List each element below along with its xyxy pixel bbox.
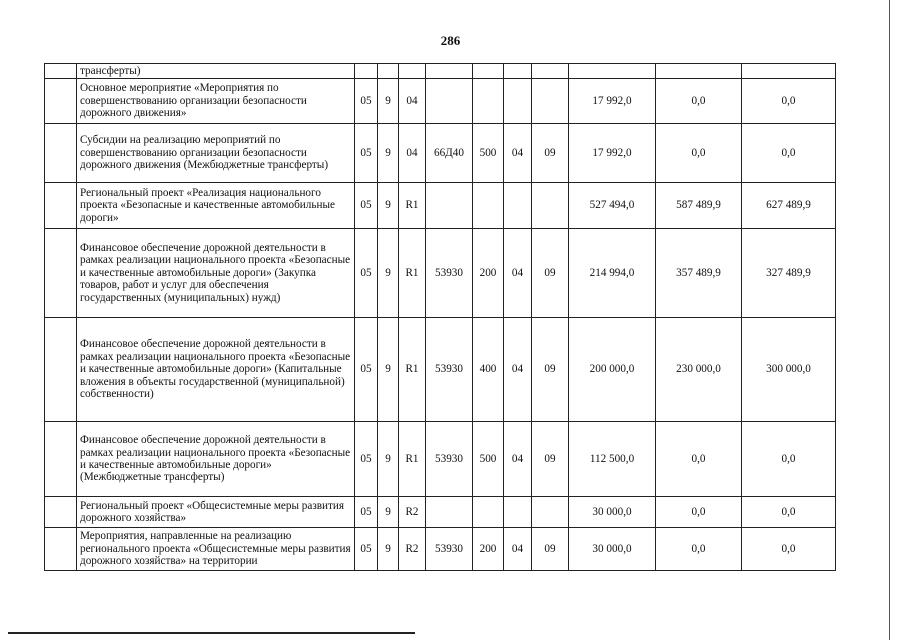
value-1: 200 000,0 bbox=[569, 318, 656, 422]
table-row bbox=[45, 124, 836, 183]
code-c: R2 bbox=[399, 528, 426, 571]
row-index-cell bbox=[45, 79, 77, 124]
row-index-cell bbox=[45, 183, 77, 229]
code-e: 200 bbox=[473, 528, 504, 571]
code-c bbox=[399, 64, 426, 79]
item-name: Финансовое обеспечение дорожной деятельности в рамках реализации национального проекта «Безопасные и качественные автомобильные дороги» (Капитальные вложения в объекты государственной (муниципальной) собственности) bbox=[77, 318, 355, 422]
code-g bbox=[532, 79, 569, 124]
code-e bbox=[473, 79, 504, 124]
code-b: 9 bbox=[378, 79, 399, 124]
value-2: 0,0 bbox=[656, 422, 742, 497]
code-a: 05 bbox=[355, 318, 378, 422]
code-b: 9 bbox=[378, 229, 399, 318]
code-g bbox=[532, 64, 569, 79]
table-row bbox=[45, 318, 836, 422]
value-3 bbox=[742, 64, 836, 79]
code-b: 9 bbox=[378, 124, 399, 183]
code-c: R2 bbox=[399, 497, 426, 528]
item-name: Субсидии на реализацию мероприятий по совершенствованию организации безопасности дорожного движения (Межбюджетные трансферты) bbox=[77, 124, 355, 183]
code-c: R1 bbox=[399, 422, 426, 497]
item-name: Финансовое обеспечение дорожной деятельности в рамках реализации национального проекта «Безопасные и качественные автомобильные дороги» (Закупка товаров, работ и услуг для обеспечения государственных (муниципальных) нужд) bbox=[77, 229, 355, 318]
code-c: R1 bbox=[399, 229, 426, 318]
code-g: 09 bbox=[532, 528, 569, 571]
code-f: 04 bbox=[504, 318, 532, 422]
code-d bbox=[426, 79, 473, 124]
value-1: 214 994,0 bbox=[569, 229, 656, 318]
code-a: 05 bbox=[355, 528, 378, 571]
code-d bbox=[426, 64, 473, 79]
code-c: R1 bbox=[399, 318, 426, 422]
row-index-cell bbox=[45, 497, 77, 528]
scan-edge-line bbox=[889, 0, 890, 640]
item-name: Финансовое обеспечение дорожной деятельности в рамках реализации национального проекта «Безопасные и качественные автомобильные дороги» (Межбюджетные трансферты) bbox=[77, 422, 355, 497]
item-name: Основное мероприятие «Мероприятия по совершенствованию организации безопасности дорожного движения» bbox=[77, 79, 355, 124]
code-d: 53930 bbox=[426, 318, 473, 422]
code-e: 400 bbox=[473, 318, 504, 422]
code-g bbox=[532, 183, 569, 229]
table-body bbox=[45, 64, 836, 571]
code-e: 500 bbox=[473, 124, 504, 183]
code-f bbox=[504, 183, 532, 229]
row-index-cell bbox=[45, 318, 77, 422]
row-index-cell bbox=[45, 124, 77, 183]
code-e: 200 bbox=[473, 229, 504, 318]
value-2: 0,0 bbox=[656, 528, 742, 571]
value-1: 17 992,0 bbox=[569, 124, 656, 183]
value-3: 0,0 bbox=[742, 79, 836, 124]
value-2: 0,0 bbox=[656, 79, 742, 124]
item-name: Региональный проект «Реализация национального проекта «Безопасные и качественные автомобильные дороги» bbox=[77, 183, 355, 229]
code-g: 09 bbox=[532, 318, 569, 422]
code-c: 04 bbox=[399, 79, 426, 124]
item-name: трансферты) bbox=[77, 64, 355, 79]
value-2 bbox=[656, 64, 742, 79]
code-g: 09 bbox=[532, 124, 569, 183]
value-3: 300 000,0 bbox=[742, 318, 836, 422]
code-a: 05 bbox=[355, 229, 378, 318]
value-3: 0,0 bbox=[742, 497, 836, 528]
row-index-cell bbox=[45, 422, 77, 497]
code-a: 05 bbox=[355, 422, 378, 497]
value-2: 230 000,0 bbox=[656, 318, 742, 422]
code-e bbox=[473, 497, 504, 528]
code-f: 04 bbox=[504, 528, 532, 571]
item-name: Мероприятия, направленные на реализацию регионального проекта «Общесистемные меры развития дорожного хозяйства» на территории bbox=[77, 528, 355, 571]
value-3: 627 489,9 bbox=[742, 183, 836, 229]
code-f bbox=[504, 79, 532, 124]
value-1: 112 500,0 bbox=[569, 422, 656, 497]
value-1: 30 000,0 bbox=[569, 497, 656, 528]
table-row bbox=[45, 528, 836, 571]
value-2: 587 489,9 bbox=[656, 183, 742, 229]
value-2: 357 489,9 bbox=[656, 229, 742, 318]
row-index-cell bbox=[45, 229, 77, 318]
value-3: 0,0 bbox=[742, 124, 836, 183]
table-row bbox=[45, 422, 836, 497]
value-1: 17 992,0 bbox=[569, 79, 656, 124]
budget-table bbox=[44, 63, 836, 571]
code-e bbox=[473, 64, 504, 79]
row-index-cell bbox=[45, 528, 77, 571]
code-a: 05 bbox=[355, 183, 378, 229]
code-d bbox=[426, 183, 473, 229]
code-g bbox=[532, 497, 569, 528]
code-a: 05 bbox=[355, 79, 378, 124]
code-b: 9 bbox=[378, 528, 399, 571]
code-d: 66Д40 bbox=[426, 124, 473, 183]
value-2: 0,0 bbox=[656, 497, 742, 528]
code-d bbox=[426, 497, 473, 528]
footer-rule bbox=[8, 632, 415, 634]
code-e: 500 bbox=[473, 422, 504, 497]
code-c: R1 bbox=[399, 183, 426, 229]
value-1: 30 000,0 bbox=[569, 528, 656, 571]
code-f bbox=[504, 497, 532, 528]
table-row bbox=[45, 183, 836, 229]
value-1: 527 494,0 bbox=[569, 183, 656, 229]
table-row bbox=[45, 497, 836, 528]
table-row bbox=[45, 64, 836, 79]
code-d: 53930 bbox=[426, 229, 473, 318]
code-b: 9 bbox=[378, 318, 399, 422]
code-g: 09 bbox=[532, 229, 569, 318]
code-f: 04 bbox=[504, 124, 532, 183]
code-b: 9 bbox=[378, 497, 399, 528]
table-row bbox=[45, 229, 836, 318]
code-f: 04 bbox=[504, 229, 532, 318]
code-f: 04 bbox=[504, 422, 532, 497]
value-2: 0,0 bbox=[656, 124, 742, 183]
code-a: 05 bbox=[355, 497, 378, 528]
row-index-cell bbox=[45, 64, 77, 79]
code-a: 05 bbox=[355, 124, 378, 183]
value-1 bbox=[569, 64, 656, 79]
code-e bbox=[473, 183, 504, 229]
item-name: Региональный проект «Общесистемные меры развития дорожного хозяйства» bbox=[77, 497, 355, 528]
code-f bbox=[504, 64, 532, 79]
code-b bbox=[378, 64, 399, 79]
table-row bbox=[45, 79, 836, 124]
code-b: 9 bbox=[378, 422, 399, 497]
code-b: 9 bbox=[378, 183, 399, 229]
code-a bbox=[355, 64, 378, 79]
code-d: 53930 bbox=[426, 422, 473, 497]
page-number: 286 bbox=[440, 33, 461, 48]
value-3: 0,0 bbox=[742, 528, 836, 571]
code-c: 04 bbox=[399, 124, 426, 183]
value-3: 327 489,9 bbox=[742, 229, 836, 318]
value-3: 0,0 bbox=[742, 422, 836, 497]
code-g: 09 bbox=[532, 422, 569, 497]
code-d: 53930 bbox=[426, 528, 473, 571]
